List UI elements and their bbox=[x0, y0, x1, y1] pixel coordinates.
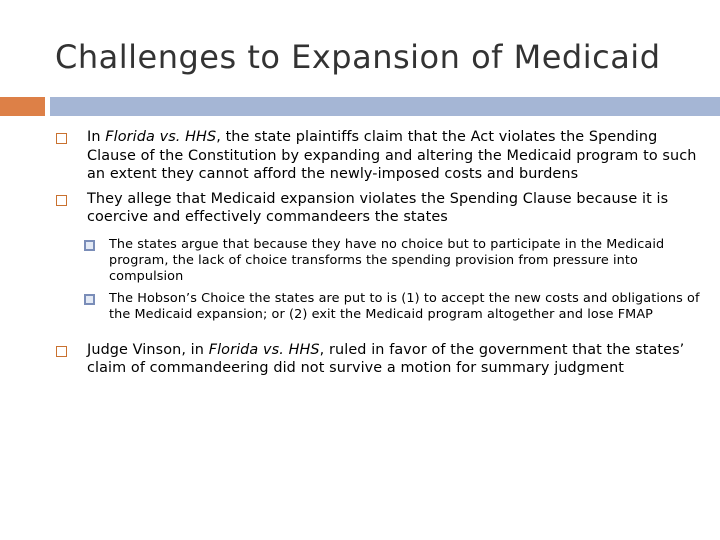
slide-content bbox=[52, 128, 702, 384]
bullet-2-text: They allege that Medicaid expansion violates the Spending Clause because it is coercive and effectively commandeers the states bbox=[87, 190, 669, 225]
slide-title: Challenges to Expansion of Medicaid bbox=[55, 38, 661, 76]
sub-bullet-2-text: The Hobson’s Choice the states are put to is (1) to accept the new costs and obligations of the Medicaid expansion; or (2) exit the Medicaid program altogether and lose FMAP bbox=[109, 290, 700, 322]
filled-square-bullet-icon bbox=[84, 294, 95, 305]
case-name: Florida vs. HHS bbox=[105, 129, 217, 145]
bullet-2 bbox=[52, 190, 702, 227]
sub-bullet-2 bbox=[84, 291, 702, 323]
accent-bar-orange bbox=[0, 97, 45, 116]
square-bullet-icon bbox=[56, 346, 67, 357]
sub-bullet-list bbox=[84, 237, 702, 323]
square-bullet-icon bbox=[56, 195, 67, 206]
case-name: Florida vs. HHS bbox=[208, 341, 320, 358]
accent-bar-blue bbox=[50, 97, 720, 116]
square-bullet-icon bbox=[56, 133, 67, 144]
sub-bullet-1-text: The states argue that because they have no choice but to participate in the Medicaid program, the lack of choice transforms the spending provision from pressure into compulsion bbox=[109, 236, 665, 284]
bullet-1-text: In Florida vs. HHS, the state plaintiffs claim that the Act violates the Spending Clause of the Constitution by expanding and altering the Medicaid program to such an extent they cannot afford the newly-imposed costs and burdens bbox=[87, 129, 697, 182]
sub-bullet-1 bbox=[84, 237, 702, 285]
bullet-3-text: Judge Vinson, in Florida vs. HHS, ruled in favor of the government that the states’ claim of commandeering did not survive a motion for summary judgment bbox=[87, 341, 685, 376]
bullet-3 bbox=[52, 341, 702, 378]
filled-square-bullet-icon bbox=[84, 240, 95, 251]
bullet-1 bbox=[52, 128, 702, 184]
